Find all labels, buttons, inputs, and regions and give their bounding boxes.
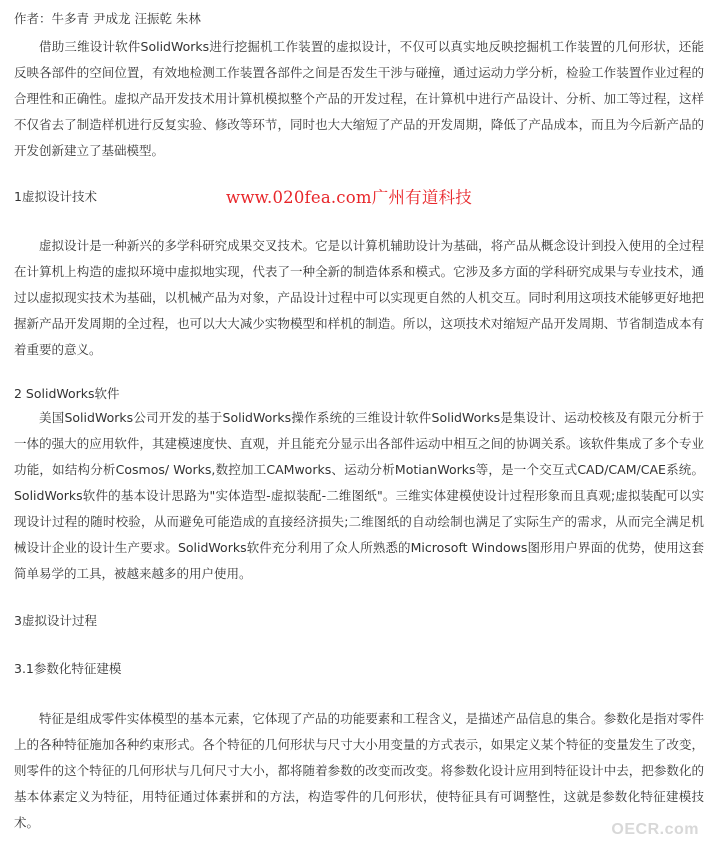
site-watermark: www.020fea.com广州有道科技: [226, 188, 472, 207]
author-line: 作者：牛多青 尹成龙 汪振乾 朱林: [14, 11, 201, 26]
intro-paragraph: 借助三维设计软件SolidWorks进行挖掘机工作装置的虚拟设计，不仅可以真实地反映挖掘机工作装置的几何形状，还能反映各部件的空间位置，有效地检测工作装置各部件之间是否发生干涉与碰撞，通过运动力学分析，检验工作装置作业过程的合理性和正确性。虚拟产品开发技术用计算机模拟整个产品的开发过程，在计算机中进行产品设计、分析、加工等过程，这样不仅省去了制造样机进行反复实验、修改等环节，同时也大大缩短了产品的开发周期，降低了产品成本，而且为今后新产品的开发创新建立了基础模型。: [14, 39, 704, 158]
footer-watermark-logo: OECR.com: [611, 821, 699, 838]
section-1-paragraph: 虚拟设计是一种新兴的多学科研究成果交叉技术。它是以计算机辅助设计为基础，将产品从概念设计到投入使用的全过程在计算机上构造的虚拟环境中虚拟地实现，代表了一种全新的制造体系和模式。它涉及多方面的学科研究成果与专业技术，通过以虚拟现实技术为基础，以机械产品为对象，产品设计过程中可以实现更自然的人机交互。同时利用这项技术能够更好地把握新产品开发周期的全过程，也可以大大减少实物模型和样机的制造。所以，这项技术对缩短产品开发周期、节省制造成本有着重要的意义。: [14, 238, 704, 357]
section-2-paragraph: 美国SolidWorks公司开发的基于SolidWorks操作系统的三维设计软件SolidWorks是集设计、运动校核及有限元分析于一体的强大的应用软件，其建模速度快、直观，并且能充分显示出各部件运动中相互之间的协调关系。该软件集成了多个专业功能，如结构分析Cosmos/ Works,数控加工CAMworks、运动分析MotianWorks等，是一个交互式CAD/CAM/CAE系统。SolidWorks软件的基本设计思路为"实体造型-虚拟装配-二维图纸"。三维实体建模使设计过程形象而且真观;虚拟装配可以实现设计过程的随时校验，从而避免可能造成的直接经济损失;二维图纸的自动绘制也满足了实际生产的需求，从而完全满足机械设计企业的设计生产要求。SolidWorks软件充分利用了众人所熟悉的Microsoft Windows图形用户界面的优势，使用这套简单易学的工具，被越来越多的用户使用。: [14, 410, 704, 581]
section-3-1-heading: 3.1参数化特征建模: [14, 661, 122, 676]
section-3-heading: 3虚拟设计过程: [14, 613, 97, 628]
section-3-1-paragraph: 特征是组成零件实体模型的基本元素，它体现了产品的功能要素和工程含义，是描述产品信息的集合。参数化是指对零件上的各种特征施加各种约束形式。各个特征的几何形状与尺寸大小用变量的方式表示，如果定义某个特征的变量发生了改变，则零件的这个特征的几何形状与几何尺寸大小，都将随着参数的改变而改变。将参数化设计应用到特征设计中去，把参数化的基本体素定义为特征，用特征通过体素拼和的方法，构造零件的几何形状，使特征具有可调整性，这就是参数化特征建模技术。: [14, 711, 704, 830]
section-2-heading: 2 SolidWorks软件: [14, 386, 120, 401]
section-1-heading: 1虚拟设计技术: [14, 189, 97, 204]
